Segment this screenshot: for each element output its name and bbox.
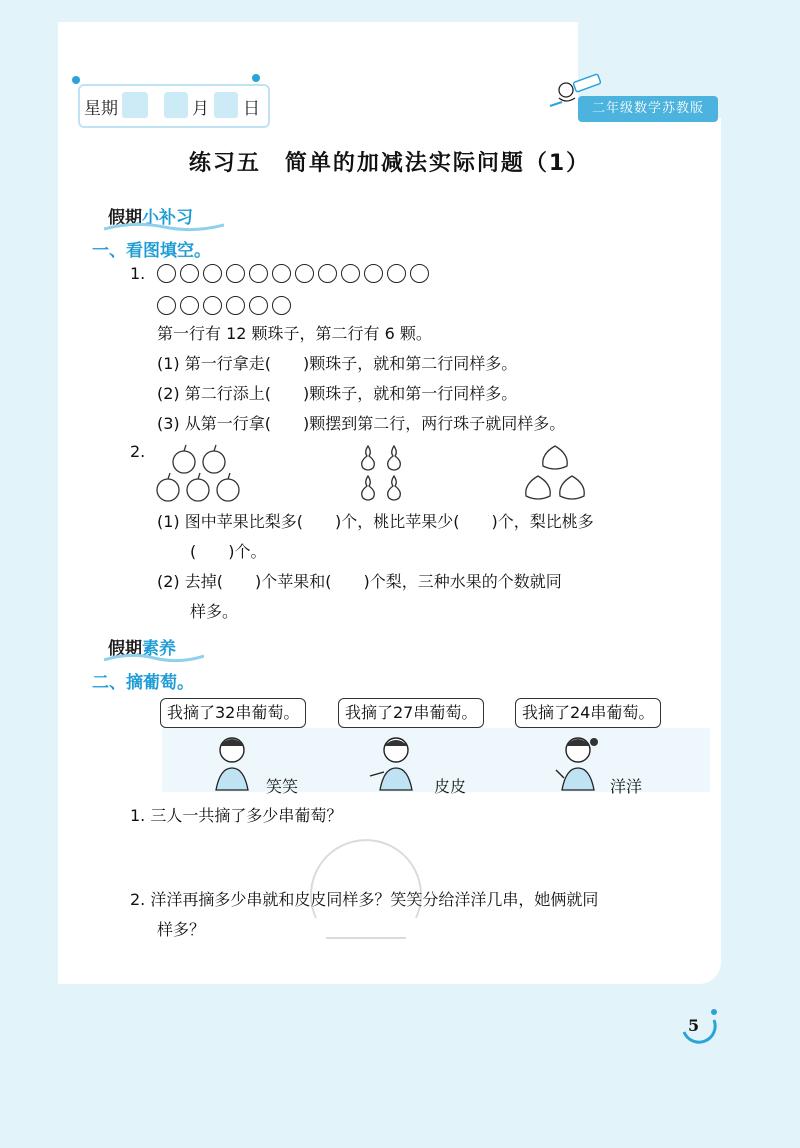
bead-question: (2) 第二行添上( )颗珠子，就和第一行同样多。 — [157, 384, 518, 403]
child-name: 笑笑 — [266, 777, 299, 796]
pears-group-icon — [352, 438, 412, 506]
section-heading-plain: 假期 — [108, 639, 142, 659]
grade-badge: 二年级数学苏教版 — [578, 96, 718, 122]
day-blank — [214, 92, 238, 118]
bead-circle — [295, 264, 314, 283]
bead-question: (1) 第一行拿走( )颗珠子，就和第二行同样多。 — [157, 354, 518, 373]
fruit-question-cont: ( )个。 — [190, 542, 267, 561]
bead-circle — [226, 264, 245, 283]
page-number-badge-icon — [676, 1004, 724, 1052]
wave-underline-icon — [104, 652, 204, 664]
grape-question: 2. 洋洋再摘多少串就和皮皮同样多？笑笑分给洋洋几串，她俩就同 — [130, 890, 599, 909]
bead-circle — [272, 264, 291, 283]
watermark-seal-icon — [296, 828, 436, 978]
page-number: 5 — [688, 1016, 700, 1035]
question-number: 2. — [130, 442, 146, 461]
bead-circle — [157, 296, 176, 315]
bead-row-1 — [157, 264, 433, 283]
fruit-question-cont: 样多。 — [190, 602, 239, 621]
decor-dot-icon — [72, 76, 80, 84]
bead-circle — [318, 264, 337, 283]
speech-bubble: 我摘了32串葡萄。 — [160, 698, 306, 728]
bead-circle — [410, 264, 429, 283]
grape-question-cont: 样多？ — [157, 920, 206, 939]
bead-circle — [203, 264, 222, 283]
bead-circle — [180, 264, 199, 283]
bead-circle — [272, 296, 291, 315]
section-heading-plain: 假期 — [108, 208, 142, 228]
bead-circle — [157, 264, 176, 283]
section-heading-highlight: 小补习 — [142, 208, 193, 228]
peaches-group-icon — [520, 440, 590, 506]
bead-circle — [203, 296, 222, 315]
section-heading-highlight: 素养 — [142, 639, 176, 659]
bead-circle — [341, 264, 360, 283]
bead-circle — [387, 264, 406, 283]
bead-circle — [226, 296, 245, 315]
weekday-blank — [122, 92, 148, 118]
fruit-question: (2) 去掉( )个苹果和( )个梨，三种水果的个数就同 — [157, 572, 562, 591]
bead-circle — [364, 264, 383, 283]
bead-row-2 — [157, 296, 295, 315]
day-label: 日 — [243, 99, 260, 119]
grape-question: 1. 三人一共摘了多少串葡萄？ — [130, 806, 343, 825]
bead-statement: 第一行有 12 颗珠子，第二行有 6 颗。 — [157, 324, 432, 343]
decor-dot-icon — [252, 74, 260, 82]
question-number: 1. — [130, 264, 146, 283]
part-title-1: 一、看图填空。 — [92, 241, 211, 261]
section-heading-literacy — [108, 634, 176, 659]
speech-bubble: 我摘了24串葡萄。 — [515, 698, 661, 728]
child-name: 洋洋 — [610, 777, 643, 796]
bead-question: (3) 从第一行拿( )颗摆到第二行，两行珠子就同样多。 — [157, 414, 566, 433]
bead-circle — [180, 296, 199, 315]
apples-group-icon — [150, 440, 250, 506]
bead-circle — [249, 296, 268, 315]
girl-xiaoxiao-icon — [208, 732, 258, 792]
month-label: 月 — [192, 99, 209, 119]
boy-pipi-icon — [366, 732, 422, 792]
month-blank — [164, 92, 188, 118]
page-title: 练习五 简单的加减法实际问题（1） — [188, 151, 591, 176]
wave-underline-icon — [104, 221, 224, 233]
fruit-question: (1) 图中苹果比梨多( )个，桃比苹果少( )个，梨比桃多 — [157, 512, 594, 531]
part-title-2: 二、摘葡萄。 — [92, 673, 194, 693]
weekday-label: 星期 — [84, 99, 118, 119]
speech-bubble: 我摘了27串葡萄。 — [338, 698, 484, 728]
child-name: 皮皮 — [434, 777, 467, 796]
bead-circle — [249, 264, 268, 283]
date-box — [78, 84, 270, 128]
girl-yangyang-icon — [550, 732, 606, 792]
section-heading-review — [108, 203, 193, 228]
